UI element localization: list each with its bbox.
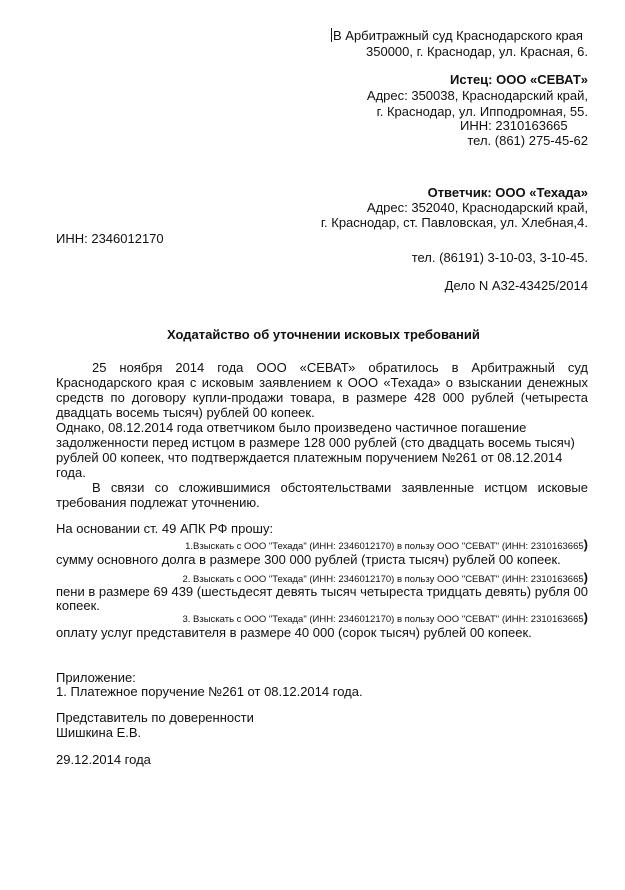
paragraph-1-line-2: Краснодарского края с исковым заявлением к ООО «Техада» о взыскании денежных xyxy=(56,375,588,390)
defendant-inn: ИНН: 2346012170 xyxy=(56,231,164,246)
defendant-phone: тел. (86191) 3-10-03, 3-10-45. xyxy=(411,250,588,265)
court-name: В Арбитражный суд Краснодарского края xyxy=(333,28,583,43)
paragraph-2-line-3: рублей 00 копеек, что подтверждается платежным поручением №261 от 08.12.2014 xyxy=(56,450,563,465)
paragraph-2-line-2: задолженности перед истцом в размере 128 000 рублей (сто двадцать восемь тысяч) xyxy=(56,435,575,450)
court-address: 350000, г. Краснодар, ул. Красная, 6. xyxy=(366,44,588,59)
request-item-3-header: 3. Взыскать с ООО "Техада" (ИНН: 2346012170) в пользу ООО "СЕВАТ" (ИНН: 2310163665) xyxy=(182,610,588,625)
text-cursor xyxy=(331,28,332,42)
attachment-item-1: 1. Платежное поручение №261 от 08.12.2014 года. xyxy=(56,684,363,699)
request-item-2-header: 2. Взыскать с ООО "Техада" (ИНН: 2346012170) в пользу ООО "СЕВАТ" (ИНН: 2310163665) xyxy=(182,570,588,585)
plaintiff-heading: Истец: ООО «СЕВАТ» xyxy=(450,72,588,87)
plaintiff-address-line1: Адрес: 350038, Краснодарский край, xyxy=(366,88,588,103)
paragraph-3-line-2: требования подлежат уточнению. xyxy=(56,495,260,510)
paragraph-1-line-4: двадцать восемь тысяч) рублей 00 копеек. xyxy=(56,405,315,420)
defendant-address-line2: г. Краснодар, ст. Павловская, ул. Хлебная,4. xyxy=(320,215,588,230)
document-title: Ходатайство об уточнении исковых требований xyxy=(167,327,480,342)
request-item-1-header: 1.Взыскать с ООО "Техада" (ИНН: 2346012170) в пользу ООО "СЕВАТ" (ИНН: 2310163665) xyxy=(185,537,588,552)
defendant-heading: Ответчик: ООО «Техада» xyxy=(427,185,588,200)
paragraph-3-line-1: В связи со сложившимися обстоятельствами заявленные истцом исковые xyxy=(92,480,588,495)
defendant-address-line1: Адрес: 352040, Краснодарский край, xyxy=(366,200,588,215)
plaintiff-inn: ИНН: 2310163665 xyxy=(460,118,568,133)
document-date: 29.12.2014 года xyxy=(56,752,151,767)
request-item-3-text: оплату услуг представителя в размере 40 000 (сорок тысяч) рублей 00 копеек. xyxy=(56,625,532,640)
request-item-1-text: сумму основного долга в размере 300 000 рублей (триста тысяч) рублей 00 копеек. xyxy=(56,552,561,567)
paragraph-2-line-4: года. xyxy=(56,465,86,480)
plaintiff-address-line2: г. Краснодар, ул. Ипподромная, 55. xyxy=(376,104,588,119)
request-item-2-text-line-1: пени в размере 69 439 (шестьдесят девять тысяч четыреста тридцать девять) рубля 00 xyxy=(56,584,588,599)
attachment-heading: Приложение: xyxy=(56,670,136,685)
paragraph-2-line-1: Однако, 08.12.2014 года ответчиком было произведено частичное погашение xyxy=(56,420,527,435)
signature-role: Представитель по доверенности xyxy=(56,710,254,725)
paragraph-1-line-3: средств по договору купли-продажи товара, в размере 428 000 рублей (четыреста xyxy=(56,390,588,405)
request-item-2-text-line-2: копеек. xyxy=(56,598,100,613)
case-number: Дело N А32-43425/2014 xyxy=(444,278,588,293)
plaintiff-phone: тел. (861) 275-45-62 xyxy=(467,133,588,148)
paragraph-1-line-1: 25 ноября 2014 года ООО «СЕВАТ» обратилось в Арбитражный суд xyxy=(92,360,588,375)
signature-name: Шишкина Е.В. xyxy=(56,725,142,740)
request-intro: На основании ст. 49 АПК РФ прошу: xyxy=(56,521,274,536)
